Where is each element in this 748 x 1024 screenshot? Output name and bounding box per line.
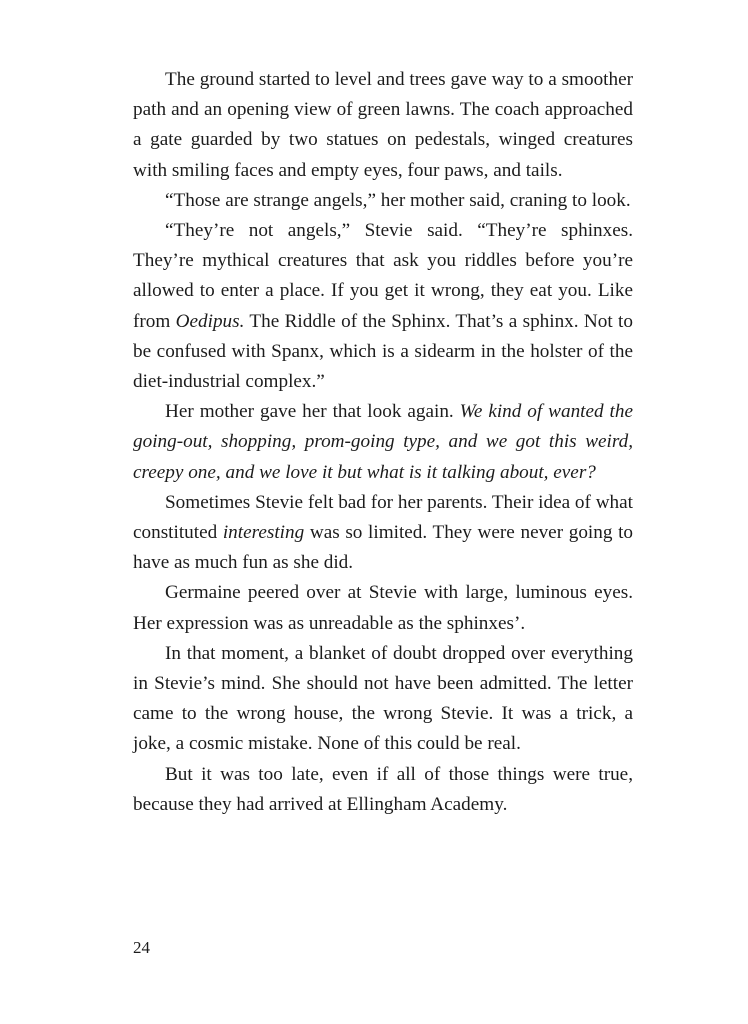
paragraph xyxy=(133,65,633,186)
paragraph xyxy=(133,186,633,216)
page-number: 24 xyxy=(133,938,150,957)
paragraph-text: “Those are strange angels,” her mother said, craning to look. xyxy=(165,189,631,211)
paragraph-text: The Riddle of the Sphinx. That’s a sphinx. Not to be confused with Spanx, which is a sidearm in the holster of the diet-industrial complex.” xyxy=(133,310,633,393)
paragraph-text: In that moment, a blanket of doubt dropped over everything in Stevie’s mind. She should not have been admitted. The letter came to the wrong house, the wrong Stevie. It was a trick, a joke, a cosmic mistake. None of this could be real. xyxy=(133,642,633,755)
italic-text: Oedipus. xyxy=(175,310,245,332)
paragraph xyxy=(133,578,633,638)
paragraph-text: The ground started to level and trees gave way to a smoother path and an opening view of green lawns. The coach approached a gate guarded by two statues on pedestals, winged creatures with smiling faces and empty eyes, four paws, and tails. xyxy=(133,69,633,181)
paragraph xyxy=(133,639,633,760)
paragraph-text: Her mother gave her that look again. xyxy=(165,401,460,423)
paragraph xyxy=(133,397,633,488)
paragraph xyxy=(133,760,633,820)
paragraph xyxy=(133,488,633,579)
paragraph-text: Germaine peered over at Stevie with large, luminous eyes. Her expression was as unreadable as the sphinxes’. xyxy=(133,582,633,634)
paragraph-text: But it was too late, even if all of those things were true, because they had arrived at Ellingham Academy. xyxy=(133,763,633,815)
page-body xyxy=(133,65,633,820)
italic-text: We kind of wanted the going-out, shopping, prom-going type, and we got this weird, creepy one, and we love it but what is it talking about, ever? xyxy=(133,401,633,483)
paragraph-text: Sometimes Stevie felt bad for her parents. Their idea of what constituted xyxy=(133,491,633,544)
paragraph xyxy=(133,216,633,397)
italic-text: interesting xyxy=(222,522,305,544)
paragraph-text: “They’re not angels,” Stevie said. “They’re sphinxes. They’re mythical creatures that ask you riddles before you’re allowed to enter a place. If you get it wrong, they eat you. Like from xyxy=(133,220,633,332)
paragraph-text: was so limited. They were never going to have as much fun as she did. xyxy=(133,522,633,574)
